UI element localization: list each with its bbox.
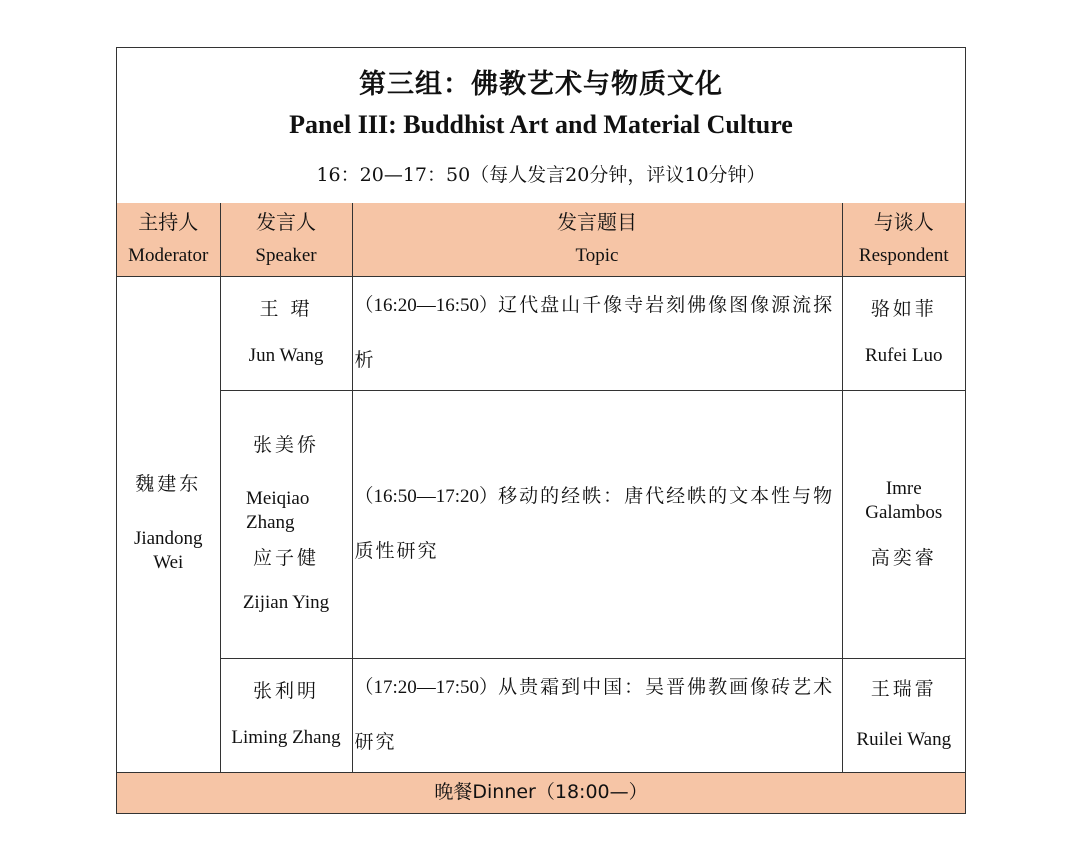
panel-title-english: Panel III: Buddhist Art and Material Culture [289,110,793,139]
schedule-panel [116,47,966,814]
respondent-name-en: Imre Galambos [865,478,943,524]
speaker-name-cn: 张利明 [252,680,319,703]
dinner-cell: 晚餐Dinner（18:00—） [117,772,965,813]
speaker-name-cn: 张美侨 [252,433,319,456]
table-row [117,276,965,390]
topic-cell [352,658,842,772]
topic-title: 从贵霜到中国：吴晋佛教画像砖艺术研究 [354,675,835,753]
speaker-name-en: Meiqiao Zhang [246,488,310,534]
speaker-name-en: Jun Wang [248,345,324,366]
speaker-name-cn: 王 珺 [259,298,313,321]
topic-time: （16:50—17:20） [354,485,499,507]
topic-time: （17:20—17:50） [354,676,499,698]
respondent-cell [842,390,965,658]
moderator-header: 主持人 Moderator [117,203,220,276]
moderator-name-cn: 魏建东 [135,473,202,496]
schedule-table [117,203,965,813]
table-row [117,390,965,658]
speaker-cell [220,276,352,390]
respondent-header: 与谈人 Respondent [842,203,965,276]
topic-cell [352,276,842,390]
topic-title: 移动的经帙：唐代经帙的文本性与物质性研究 [354,484,835,562]
respondent-cell [842,658,965,772]
respondent-name-en: Ruilei Wang [856,729,952,750]
moderator-name-en: Jiandong Wei [133,528,203,573]
topic-time: （16:20—16:50） [354,294,499,316]
title-block [117,48,965,204]
respondent-name-cn: 王瑞雷 [870,678,937,701]
table-header-row [117,203,965,276]
panel-time: 16：20—17：50（每人发言20分钟，评议10分钟） [316,164,766,186]
speaker-name-en: Liming Zhang [231,727,341,748]
speaker-name-en: Zijian Ying [242,591,330,613]
topic-cell [352,390,842,658]
topic-title: 辽代盘山千像寺岩刻佛像图像源流探析 [354,293,835,371]
speaker-header: 发言人 Speaker [220,203,352,276]
respondent-name-cn: 骆如菲 [870,298,937,321]
panel-title-chinese: 第三组：佛教艺术与物质文化 [359,69,723,100]
respondent-name-cn: 高奕睿 [870,546,937,569]
topic-header: 发言题目 Topic [352,203,842,276]
respondent-cell [842,276,965,390]
speaker-cell [220,658,352,772]
dinner-row [117,772,965,813]
speaker-name-cn: 应子健 [252,546,319,569]
moderator-cell [117,276,220,772]
table-row [117,658,965,772]
respondent-name-en: Rufei Luo [864,345,943,366]
speaker-cell [220,390,352,658]
